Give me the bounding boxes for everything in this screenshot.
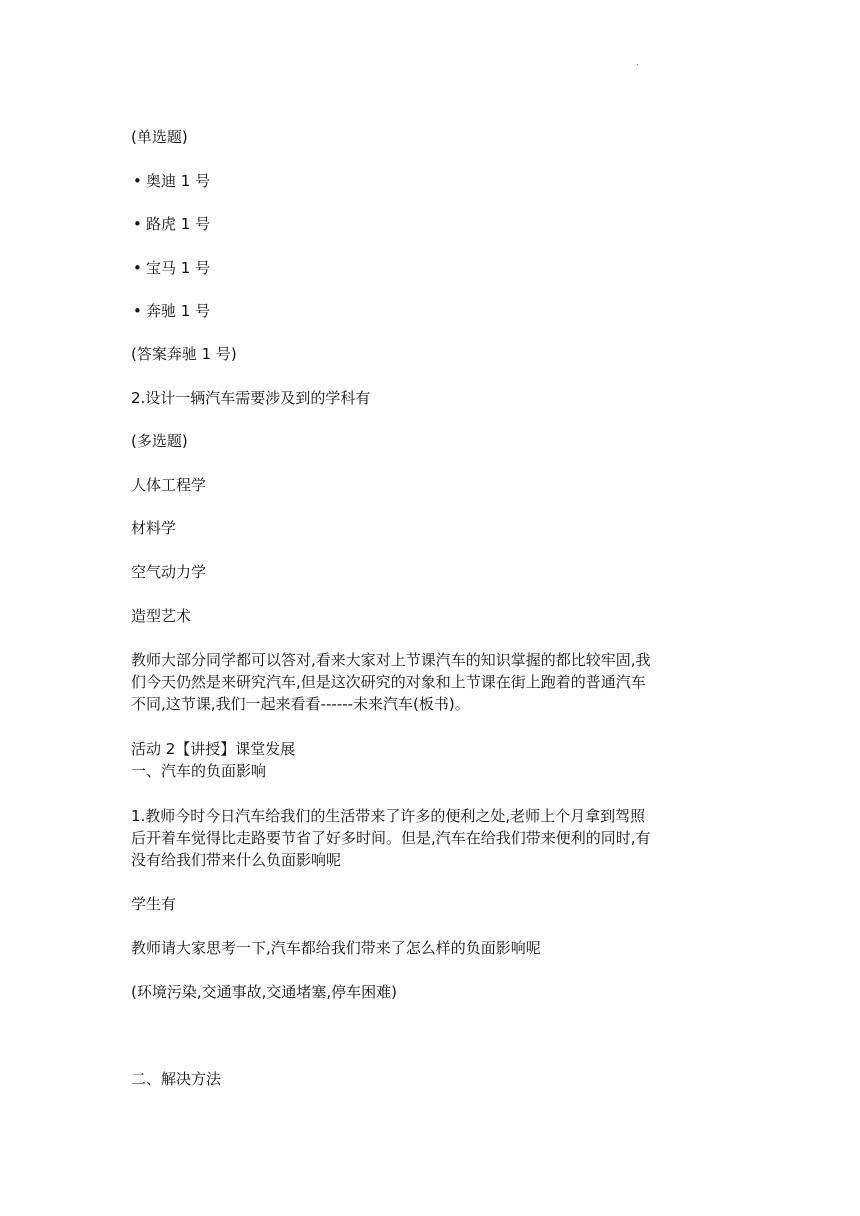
section-2-title: 二、解决方法	[131, 1070, 222, 1088]
bullet-icon: •	[133, 172, 142, 190]
q1-option-2	[133, 213, 210, 235]
q1-option-1	[133, 170, 210, 192]
activity-title: 活动 2【讲授】课堂发展	[131, 740, 296, 758]
teacher-comment-line-1: 教师大部分同学都可以答对,看来大家对上节课汽车的知识掌握的都比较牢固,我	[131, 651, 651, 669]
q2-question: 2.设计一辆汽车需要涉及到的学科有	[131, 389, 371, 407]
section-1-para-line-3: 没有给我们带来什么负面影响呢	[131, 851, 342, 869]
q1-option-text: 宝马 1 号	[146, 259, 211, 277]
teacher-comment-line-2: 们今天仍然是来研究汽车,但是这次研究的对象和上节课在街上跑着的普通汽车	[131, 673, 646, 691]
teacher-prompt: 教师请大家思考一下,汽车都给我们带来了怎么样的负面影响呢	[131, 939, 541, 957]
q1-option-4	[133, 300, 210, 322]
q2-option-4: 造型艺术	[131, 607, 192, 625]
q1-type-label: (单选题)	[131, 128, 188, 146]
impacts-answer: (环境污染,交通事故,交通堵塞,停车困难)	[131, 983, 398, 1001]
section-1-title: 一、汽车的负面影响	[131, 762, 267, 780]
q2-type-label: (多选题)	[131, 432, 188, 450]
student-reply: 学生有	[131, 895, 177, 913]
q1-option-text: 奔驰 1 号	[146, 302, 211, 320]
bullet-icon: •	[133, 259, 142, 277]
q2-option-3: 空气动力学	[131, 563, 207, 581]
bullet-icon: •	[133, 215, 142, 233]
q2-option-1: 人体工程学	[131, 476, 207, 494]
teacher-comment-line-3: 不同,这节课,我们一起来看看------未来汽车(板书)。	[131, 695, 470, 713]
bullet-icon: •	[133, 302, 142, 320]
q1-option-3	[133, 257, 210, 279]
q1-option-text: 奥迪 1 号	[146, 172, 211, 190]
q2-option-2: 材料学	[131, 519, 177, 537]
header-mark: .	[636, 58, 639, 67]
section-1-para-line-2: 后开着车觉得比走路要节省了好多时间。但是,汽车在给我们带来便利的同时,有	[131, 829, 651, 847]
q1-option-text: 路虎 1 号	[146, 215, 211, 233]
section-1-para-line-1: 1.教师今时今日汽车给我们的生活带来了许多的便利之处,老师上个月拿到驾照	[131, 807, 646, 825]
q1-answer: (答案奔驰 1 号)	[131, 345, 237, 363]
